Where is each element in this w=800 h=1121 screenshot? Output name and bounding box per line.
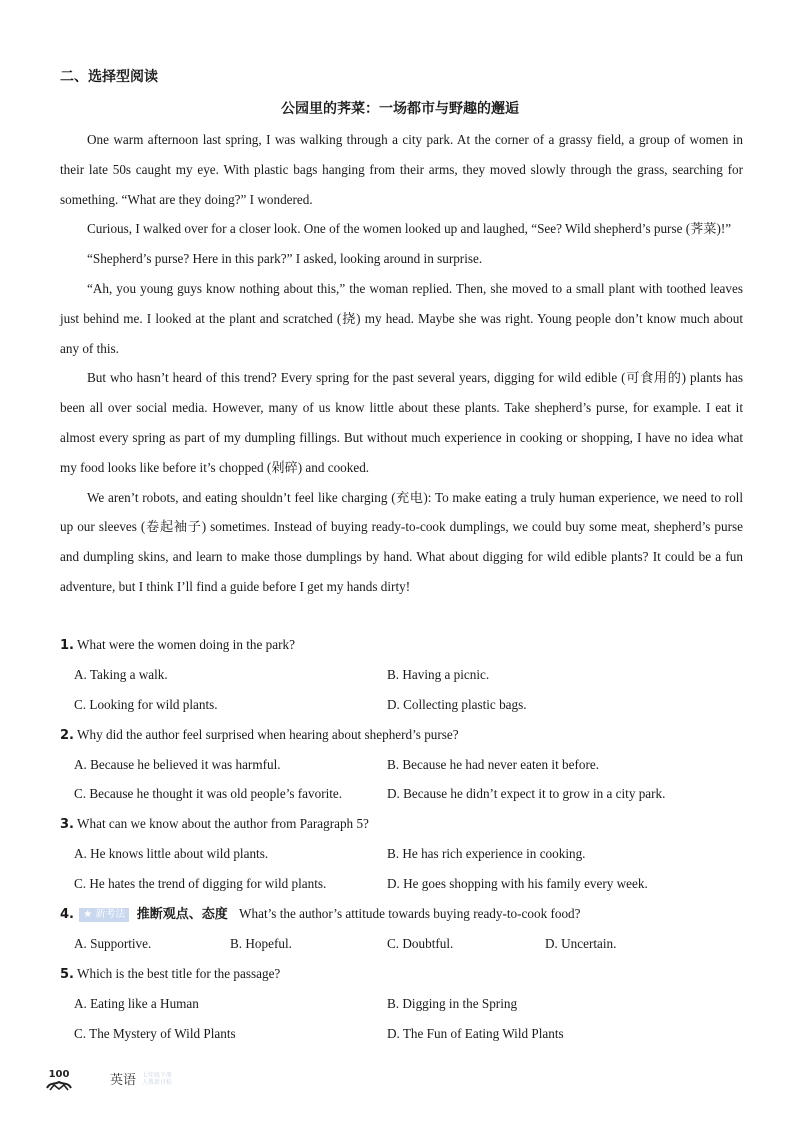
question-1 <box>60 630 743 660</box>
question-number: 1. <box>60 638 74 653</box>
paragraph-1: One warm afternoon last spring, I was walking through a city park. At the corner of a grassy field, a group of women in their late 50s caught my eye. With plastic bags hanging from their arms, they moved slowly through the grass, searching for something. “What are they doing?” I wondered. <box>60 132 743 207</box>
question-text: Why did the author feel surprised when hearing about shepherd’s purse? <box>77 726 459 742</box>
option-a[interactable]: A. Eating like a Human <box>74 995 199 1011</box>
passage-title: 公园里的荠菜：一场都市与野趣的邂逅 <box>281 101 519 117</box>
footer-faint-text <box>142 1072 172 1086</box>
option-c[interactable]: C. He hates the trend of digging for wild plants. <box>74 876 327 892</box>
badge-label: 新考法 <box>95 909 126 921</box>
option-d[interactable]: D. The Fun of Eating Wild Plants <box>387 1025 564 1041</box>
options-row <box>60 869 743 899</box>
option-c[interactable]: C. The Mystery of Wild Plants <box>74 1025 236 1041</box>
question-5 <box>60 959 743 989</box>
options-row <box>60 989 743 1019</box>
option-b[interactable]: B. Hopeful. <box>230 935 292 951</box>
option-b[interactable]: B. Because he had never eaten it before. <box>387 756 599 772</box>
question-4 <box>60 899 743 929</box>
skill-label: 推断观点、态度 <box>136 907 228 923</box>
options-row <box>60 779 743 809</box>
question-text: What were the women doing in the park? <box>77 637 295 652</box>
paragraph-5: But who hasn’t heard of this trend? Every spring for the past several years, digging for wild edible (可食用的) plants has been all over social media. However, many of us know little about these plants. Take shepherd’s purse, for example. I eat it almost every spring as part of my dumpling fillings. But without much experience in cooking or shopping, I have no idea what my food looks like before it’s chopped (剁碎) and cooked. <box>60 370 743 475</box>
page-number-badge-icon <box>44 1066 74 1092</box>
options-row <box>60 750 743 780</box>
option-a[interactable]: A. He knows little about wild plants. <box>74 846 269 862</box>
question-3 <box>60 809 743 839</box>
question-2 <box>60 720 743 750</box>
option-b[interactable]: B. He has rich experience in cooking. <box>387 846 586 862</box>
paragraph-6: We aren’t robots, and eating shouldn’t feel like charging (充电): To make eating a truly human experience, we need to roll up our sleeves (卷起袖子) sometimes. Instead of buying ready-to-cook dumplings, we could buy some meat, shepherd’s purse and dumpling skins, and learn to make those dumplings by hand. What about digging for wild edible plants? It could be a fun adventure, but I think I’ll find a guide before I get my hands dirty! <box>60 489 743 594</box>
options-row <box>60 929 743 959</box>
option-a[interactable]: A. Because he believed it was harmful. <box>74 756 281 772</box>
question-text: What can we know about the author from Paragraph 5? <box>77 816 369 832</box>
paragraph-2: Curious, I walked over for a closer look. One of the women looked up and laughed, “See? Wild shepherd’s purse (荠菜)!” <box>87 221 732 237</box>
options-row <box>60 660 743 690</box>
option-b[interactable]: B. Having a picnic. <box>387 666 490 682</box>
option-d[interactable]: D. Uncertain. <box>545 935 617 951</box>
section-title: 二、选择型阅读 <box>60 69 158 85</box>
star-icon: ★ <box>83 909 93 921</box>
option-c[interactable]: C. Doubtful. <box>387 935 454 951</box>
question-text: Which is the best title for the passage? <box>77 965 281 981</box>
question-number: 3. <box>60 817 74 833</box>
options-row <box>60 690 743 720</box>
question-number: 4. <box>60 907 74 923</box>
new-question-type-badge <box>79 908 129 922</box>
option-d[interactable]: D. He goes shopping with his family every week. <box>387 876 648 892</box>
page-number: 100 <box>48 1069 70 1080</box>
subject-label: 英语 <box>110 1073 137 1088</box>
question-number: 5. <box>60 966 74 982</box>
option-a[interactable]: A. Supportive. <box>74 935 152 951</box>
option-b[interactable]: B. Digging in the Spring <box>387 995 518 1011</box>
paragraph-3: “Shepherd’s purse? Here in this park?” I asked, looking around in surprise. <box>87 251 483 267</box>
footer-edition-text: 人教新目标 <box>142 1079 173 1086</box>
question-text: What’s the author’s attitude towards buying ready-to-cook food? <box>239 906 581 922</box>
paragraph-4: “Ah, you young guys know nothing about this,” the woman replied. Then, she moved to a small plant with toothed leaves just behind me. I looked at the plant and scratched (挠) my head. Maybe she was right. Young people don’t know much about any of this. <box>60 280 743 356</box>
footer-grade-text: 七年级下册 <box>142 1072 173 1079</box>
question-number: 2. <box>60 727 74 743</box>
options-row <box>60 839 743 869</box>
option-a[interactable]: A. Taking a walk. <box>74 666 168 682</box>
option-c[interactable]: C. Looking for wild plants. <box>74 696 218 712</box>
option-d[interactable]: D. Because he didn’t expect it to grow in a city park. <box>387 786 666 802</box>
reading-passage <box>60 125 743 602</box>
option-c[interactable]: C. Because he thought it was old people’s favorite. <box>74 786 343 802</box>
question-list <box>60 630 743 1048</box>
option-d[interactable]: D. Collecting plastic bags. <box>387 696 527 712</box>
options-row <box>60 1019 743 1049</box>
